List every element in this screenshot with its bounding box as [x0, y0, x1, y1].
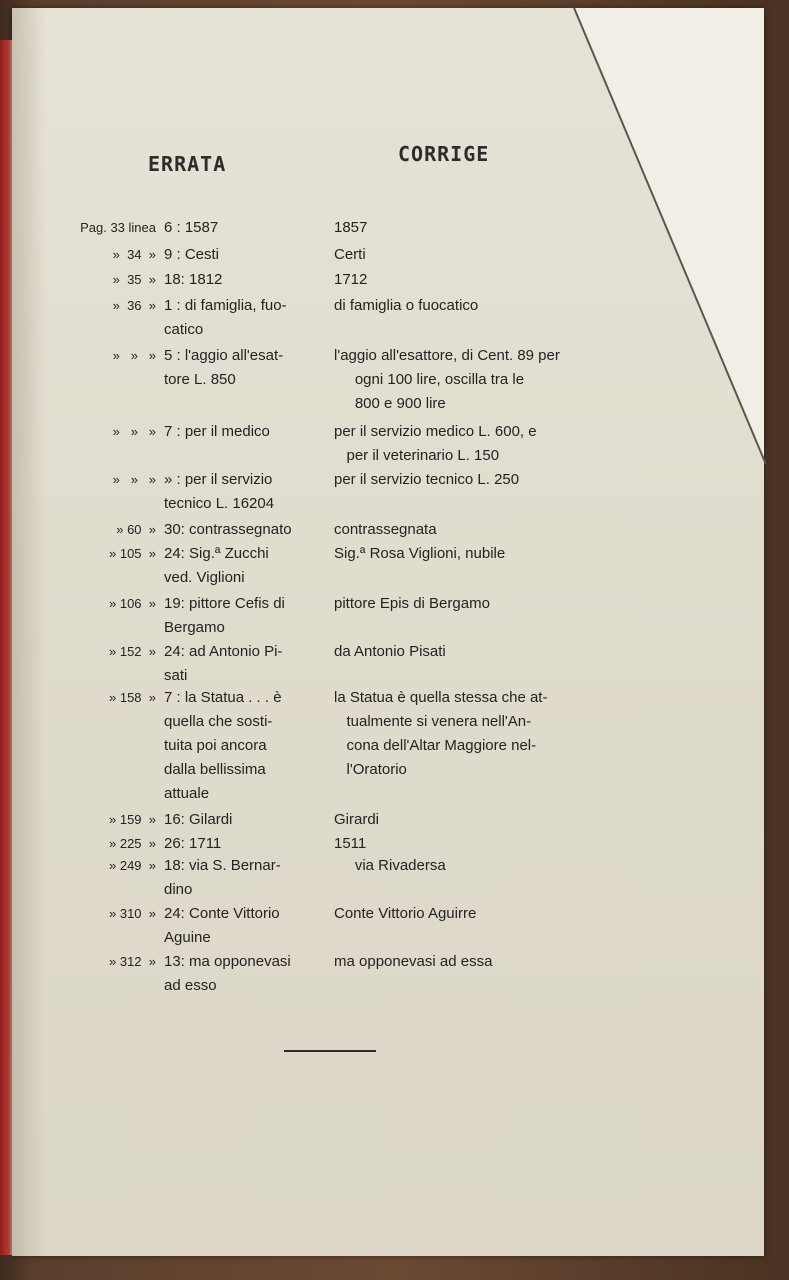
errata-text: 9 : Cesti: [164, 246, 220, 263]
errata-text: 24: Conte Vittorio Aguine: [164, 905, 280, 946]
corrige-text: Conte Vittorio Aguirre: [334, 905, 477, 922]
corrige-text: l'aggio all'esattore, di Cent. 89 per ogni 100 lire, oscilla tra le 800 e 900 lire: [334, 347, 560, 412]
page-reference: » 60 »: [116, 522, 156, 537]
corrige-text: contrassegnata: [334, 521, 437, 538]
page-reference: » 35 »: [112, 272, 156, 287]
errata-text: 18: 1812: [164, 271, 223, 288]
errata-text: 6 : 1587: [164, 219, 219, 236]
corrige-text: Certi: [334, 246, 366, 263]
corrige-heading: CORRIGE: [398, 142, 490, 166]
page-reference: » 105 »: [109, 546, 156, 561]
page-reference: » » »: [112, 348, 156, 363]
page-reference: » 312 »: [109, 954, 156, 969]
page-gutter-shade: [12, 8, 46, 1256]
page-reference: » 310 »: [109, 906, 156, 921]
errata-text: 5 : l'aggio all'esat- tore L. 850: [164, 347, 284, 388]
errata-text: 1 : di famiglia, fuo- catico: [164, 297, 287, 338]
corrige-text: 1511: [334, 835, 367, 852]
errata-text: 26: 1711: [164, 835, 222, 852]
errata-text: 18: via S. Bernar- dino: [164, 857, 281, 898]
corrige-text: pittore Epis di Bergamo: [334, 595, 490, 612]
page-reference: » » »: [112, 424, 156, 439]
page-reference: » 225 »: [109, 836, 156, 851]
page-reference: » 249 »: [109, 858, 156, 873]
errata-text: 16: Gilardi: [164, 811, 233, 828]
page-reference: » 159 »: [109, 812, 156, 827]
corrige-text: per il servizio medico L. 600, e per il veterinario L. 150: [334, 423, 537, 464]
corrige-text: per il servizio tecnico L. 250: [334, 471, 520, 488]
corrige-text: Sig.ª Rosa Viglioni, nubile: [334, 545, 506, 562]
errata-heading: ERRATA: [148, 152, 227, 176]
page-reference: » 36 »: [112, 298, 156, 313]
page-reference: » 158 »: [109, 690, 156, 705]
errata-text: » : per il servizio tecnico L. 16204: [164, 471, 275, 512]
page-reference: » » »: [112, 472, 156, 487]
errata-text: 7 : per il medico: [164, 423, 270, 440]
errata-text: 19: pittore Cefis di Bergamo: [164, 595, 285, 636]
page-reference: » 106 »: [109, 596, 156, 611]
errata-text: 24: ad Antonio Pi- sati: [164, 643, 283, 684]
corrige-text: via Rivadersa: [334, 857, 446, 874]
corrige-text: ma opponevasi ad essa: [334, 953, 493, 970]
page-reference: Pag. 33 linea: [80, 220, 156, 235]
corrige-text: 1857: [334, 219, 368, 236]
corrige-text: la Statua è quella stessa che at- tualmente si venera nell'An- cona dell'Altar Maggiore nel- l'Oratorio: [334, 689, 548, 778]
errata-text: 30: contrassegnato: [164, 521, 292, 538]
errata-text: 13: ma opponevasi ad esso: [164, 953, 291, 994]
page-reference: » 34 »: [112, 247, 156, 262]
closing-rule: [284, 1050, 376, 1052]
corrige-text: 1712: [334, 271, 368, 288]
corrige-text: di famiglia o fuocatico: [334, 297, 479, 314]
page-reference: » 152 »: [109, 644, 156, 659]
errata-text: 24: Sig.ª Zucchi ved. Viglioni: [164, 545, 269, 586]
corrige-text: da Antonio Pisati: [334, 643, 446, 660]
errata-text: 7 : la Statua . . . è quella che sosti- tuita poi ancora dalla bellissima attuale: [164, 689, 282, 802]
corrige-text: Girardi: [334, 811, 380, 828]
